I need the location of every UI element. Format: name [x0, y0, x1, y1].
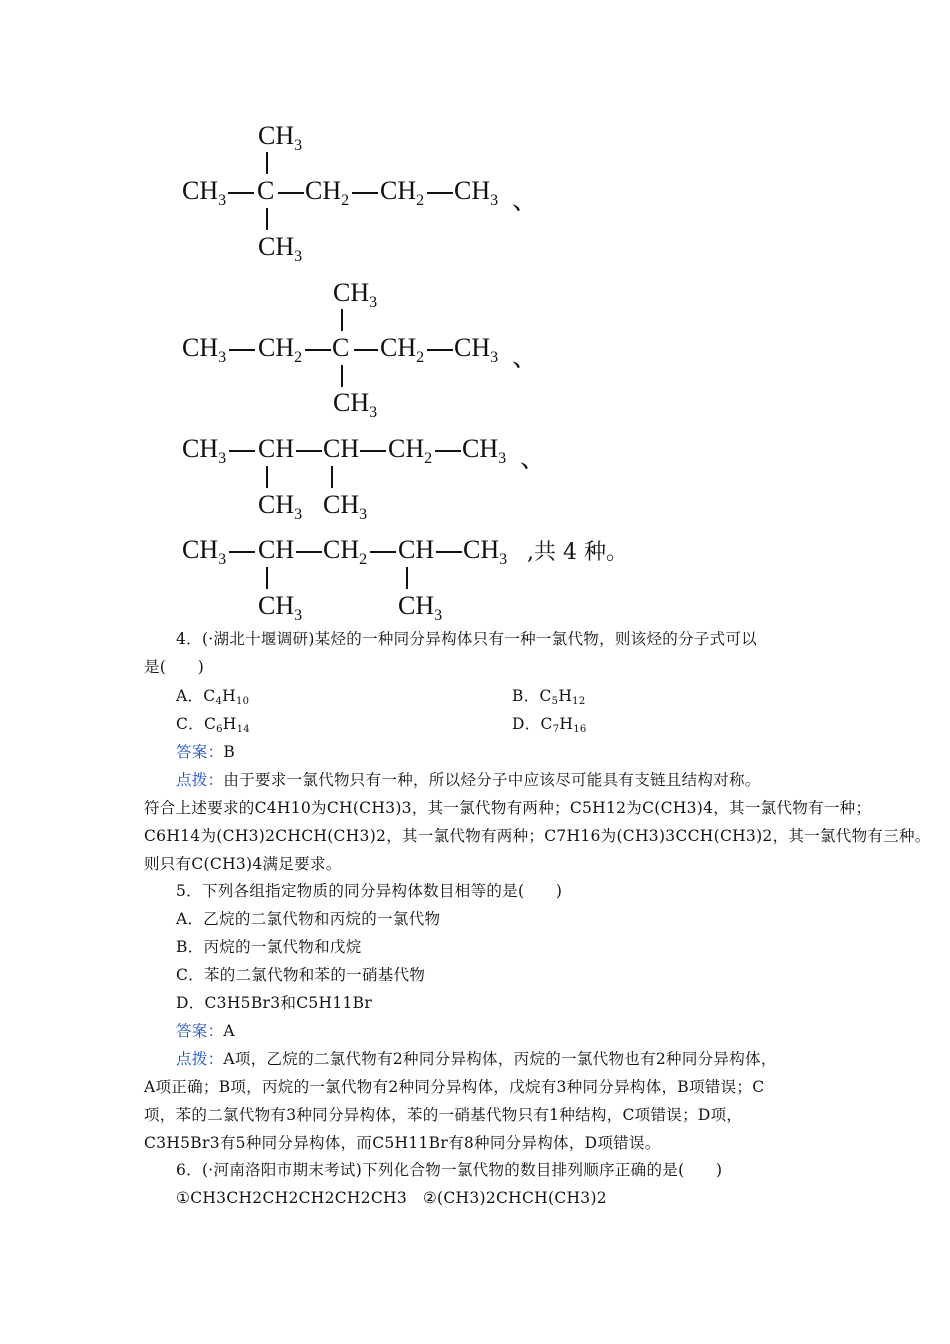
q4-stem-cont: 是( ): [144, 658, 205, 676]
bond-line: [331, 466, 333, 488]
struct2-ch2b: $CH_2$: [380, 333, 425, 366]
struct3-ch3-start: $CH_3$: [182, 434, 227, 467]
struct3-branch-b: $CH_3$: [323, 490, 368, 523]
q4-hint-3: C6H14为(CH3)2CHCH(CH3)2，其一氯代物有两种；C7H16为(CH3)3CCH(CH3)2，其一氯代物有三种。: [144, 827, 931, 845]
q4-option-b: B．$C_5H_{12}$: [512, 687, 586, 707]
bond-line: [360, 450, 386, 452]
struct1-ch3-end: $CH_3$: [454, 176, 499, 209]
struct1-ch2a: $CH_2$: [305, 176, 350, 209]
q6-compounds: ①CH3CH2CH2CH2CH2CH3 ②(CH3)2CHCH(CH3)2: [176, 1189, 607, 1207]
bond-line: [354, 349, 378, 351]
struct4-ch2: $CH_2$: [323, 535, 368, 568]
q5-option-d: D．C3H5Br3和C5H11Br: [176, 994, 373, 1012]
q5-hint-2: A项正确；B项，丙烷的一氯代物有2种同分异构体，戊烷有3种同分异构体，B项错误；C: [144, 1078, 765, 1096]
q4-stem: 4．(·湖北十堰调研)某烃的一种同分异构体只有一种一氯代物，则该烃的分子式可以: [176, 630, 758, 648]
q5-hint-1: 点拨：A项，乙烷的二氯代物有2种同分异构体，丙烷的一氯代物也有2种同分异构体，: [176, 1050, 777, 1068]
struct4-ch-a: CH: [258, 535, 295, 564]
struct1-main-chain: $CH_3$: [182, 176, 227, 209]
struct1-top-ch3: $CH_3$: [258, 121, 303, 154]
struct1-ch2b: $CH_2$: [380, 176, 425, 209]
struct4-ch3-start: $CH_3$: [182, 535, 227, 568]
q5-hint-3: 项，苯的二氯代物有3种同分异构体，苯的一硝基代物只有1种结构，C项错误；D项，: [144, 1106, 743, 1124]
bond-line: [278, 192, 304, 194]
bond-line: [229, 551, 255, 553]
q4-option-d: D．$C_7H_{16}$: [512, 715, 587, 735]
separator: 、: [520, 444, 547, 473]
struct2-c: C: [332, 333, 350, 362]
q4-answer: 答案：B: [176, 743, 236, 761]
q5-answer: 答案：A: [176, 1022, 235, 1040]
bond-line: [370, 551, 396, 553]
struct2-ch3-start: $CH_3$: [182, 333, 227, 366]
q4-hint-4: 则只有C(CH3)4满足要求。: [144, 855, 342, 873]
struct1-c: C: [257, 176, 275, 205]
bond-line: [341, 365, 343, 387]
struct1-bottom-ch3: $CH_3$: [258, 232, 303, 265]
bond-line: [229, 349, 255, 351]
q4-hint-2: 符合上述要求的C4H10为CH(CH3)3，其一氯代物有两种；C5H12为C(CH3)4，其一氯代物有一种；: [144, 799, 872, 817]
q4-option-c: C．$C_6H_{14}$: [176, 715, 250, 735]
q5-option-b: B．丙烷的一氯代物和戊烷: [176, 938, 362, 956]
struct3-ch-b: CH: [323, 434, 360, 463]
struct2-bottom-ch3: $CH_3$: [333, 388, 378, 421]
struct4-branch-a: $CH_3$: [258, 591, 303, 624]
bond-line: [296, 551, 322, 553]
struct3-ch-a: CH: [258, 434, 295, 463]
bond-line: [436, 551, 462, 553]
bond-line: [427, 192, 453, 194]
struct-count-text: ,共 4 种。: [527, 540, 628, 565]
struct4-ch-b: CH: [398, 535, 435, 564]
struct3-branch-a: $CH_3$: [258, 490, 303, 523]
q5-hint-4: C3H5Br3有5种同分异构体，而C5H11Br有8种同分异构体，D项错误。: [144, 1134, 661, 1152]
bond-line: [266, 208, 268, 230]
bond-line: [305, 349, 331, 351]
struct4-branch-b: $CH_3$: [398, 591, 443, 624]
struct3-ch2: $CH_2$: [388, 434, 433, 467]
q4-option-a: A．$C_4H_{10}$: [176, 687, 250, 707]
q5-option-a: A．乙烷的二氯代物和丙烷的一氯代物: [176, 910, 441, 928]
q5-stem: 5．下列各组指定物质的同分异构体数目相等的是( ): [176, 882, 563, 900]
bond-line: [341, 309, 343, 331]
separator: 、: [512, 186, 539, 215]
q4-hint-1: 点拨：由于要求一氯代物只有一种，所以烃分子中应该尽可能具有支链且结构对称。: [176, 771, 761, 789]
bond-line: [229, 450, 255, 452]
bond-line: [228, 192, 254, 194]
separator: 、: [512, 343, 539, 372]
bond-line: [352, 192, 378, 194]
q5-option-c: C．苯的二氯代物和苯的一硝基代物: [176, 966, 426, 984]
struct2-ch2a: $CH_2$: [258, 333, 303, 366]
struct4-ch3-end: $CH_3$: [463, 535, 508, 568]
q6-stem: 6．(·河南洛阳市期末考试)下列化合物一氯代物的数目排列顺序正确的是( ): [176, 1161, 723, 1179]
bond-line: [266, 152, 268, 174]
struct2-ch3-end: $CH_3$: [454, 333, 499, 366]
bond-line: [406, 567, 408, 589]
struct3-ch3-end: $CH_3$: [462, 434, 507, 467]
bond-line: [266, 466, 268, 488]
bond-line: [435, 450, 461, 452]
bond-line: [266, 567, 268, 589]
struct2-top-ch3: $CH_3$: [333, 278, 378, 311]
bond-line: [296, 450, 322, 452]
bond-line: [427, 349, 453, 351]
